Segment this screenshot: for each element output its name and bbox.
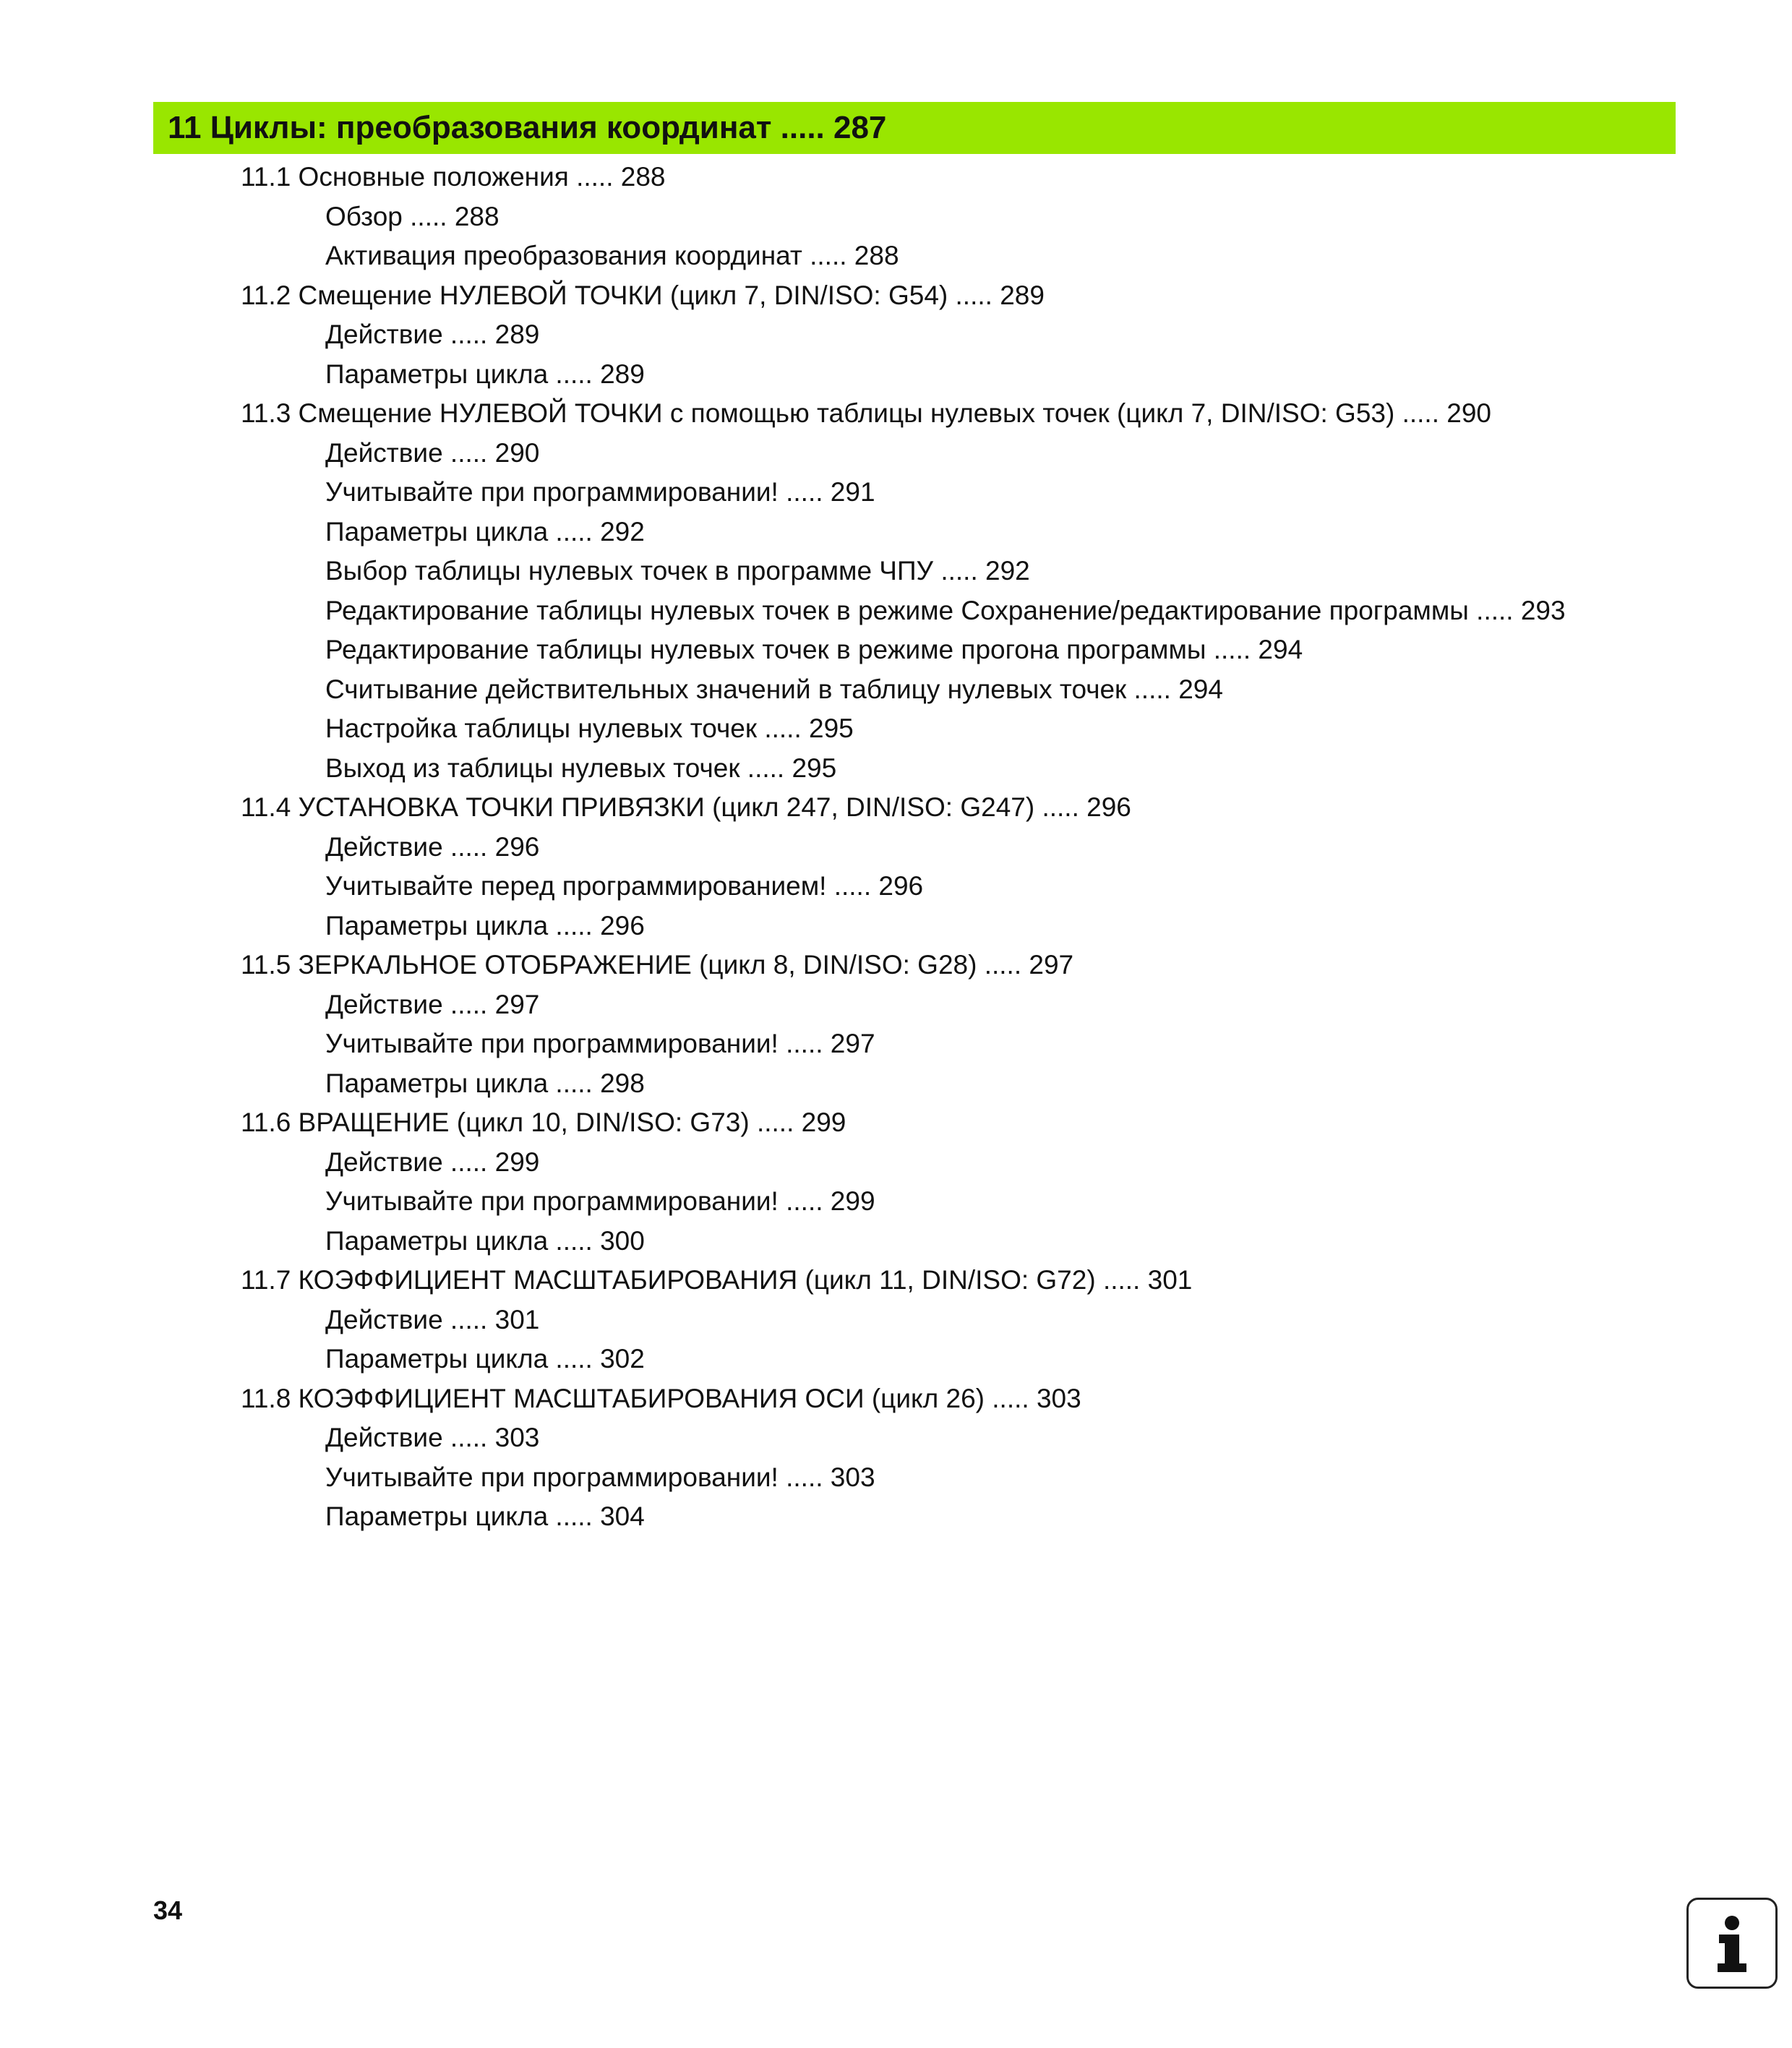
toc-subsection-entry[interactable]: Действие ..... 296 <box>325 831 540 862</box>
toc-section-entry[interactable]: 11.7 КОЭФФИЦИЕНТ МАСШТАБИРОВАНИЯ (цикл 11, DIN/ISO: G72) ..... 301 <box>241 1265 1193 1295</box>
toc-subsection-entry[interactable]: Учитывайте при программировании! ..... 299 <box>325 1186 875 1216</box>
toc-subsection-entry[interactable]: Редактирование таблицы нулевых точек в режиме прогона программы ..... 294 <box>325 635 1303 664</box>
toc-subsection-entry[interactable]: Обзор ..... 288 <box>325 201 500 231</box>
toc-subsection-entry[interactable]: Действие ..... 301 <box>325 1304 540 1334</box>
info-icon <box>1686 1898 1778 1989</box>
toc-subsection-entry[interactable]: Параметры цикла ..... 298 <box>325 1068 645 1098</box>
info-glyph <box>1696 1907 1768 1979</box>
toc-section-entry[interactable]: 11.4 УСТАНОВКА ТОЧКИ ПРИВЯЗКИ (цикл 247, DIN/ISO: G247) ..... 296 <box>241 792 1131 822</box>
toc-subsection-entry[interactable]: Параметры цикла ..... 292 <box>325 516 645 547</box>
toc-section-entry[interactable]: 11.2 Смещение НУЛЕВОЙ ТОЧКИ (цикл 7, DIN/ISO: G54) ..... 289 <box>241 280 1045 310</box>
toc-section-entry[interactable]: 11.8 КОЭФФИЦИЕНТ МАСШТАБИРОВАНИЯ ОСИ (цикл 26) ..... 303 <box>241 1383 1081 1413</box>
table-of-contents <box>0 158 1792 1537</box>
chapter-title: 11 Циклы: преобразования координат ..... 287 <box>168 110 887 145</box>
page-number: 34 <box>153 1895 183 1925</box>
toc-subsection-entry[interactable]: Действие ..... 290 <box>325 437 540 468</box>
toc-subsection-entry[interactable]: Считывание действительных значений в таблицу нулевых точек ..... 294 <box>325 674 1223 704</box>
toc-section-entry[interactable]: 11.6 ВРАЩЕНИЕ (цикл 10, DIN/ISO: G73) ..... 299 <box>241 1107 846 1137</box>
toc-subsection-entry[interactable]: Учитывайте при программировании! ..... 291 <box>325 477 875 507</box>
chapter-header <box>153 102 1676 154</box>
toc-subsection-entry[interactable]: Параметры цикла ..... 289 <box>325 359 645 389</box>
toc-subsection-entry[interactable]: Параметры цикла ..... 296 <box>325 910 645 941</box>
toc-subsection-entry[interactable]: Параметры цикла ..... 304 <box>325 1501 645 1531</box>
toc-subsection-entry[interactable]: Параметры цикла ..... 300 <box>325 1225 645 1256</box>
toc-subsection-entry[interactable]: Редактирование таблицы нулевых точек в режиме Сохранение/редактирование программы ..... 293 <box>325 595 1566 625</box>
toc-subsection-entry[interactable]: Учитывайте перед программированием! ..... 296 <box>325 871 924 901</box>
toc-section-entry[interactable]: 11.3 Смещение НУЛЕВОЙ ТОЧКИ с помощью таблицы нулевых точек (цикл 7, DIN/ISO: G53) ..... 290 <box>241 398 1491 428</box>
toc-subsection-entry[interactable]: Учитывайте при программировании! ..... 303 <box>325 1462 875 1492</box>
toc-subsection-entry[interactable]: Настройка таблицы нулевых точек ..... 295 <box>325 714 854 743</box>
toc-subsection-entry[interactable]: Выбор таблицы нулевых точек в программе ЧПУ ..... 292 <box>325 556 1030 586</box>
toc-subsection-entry[interactable]: Действие ..... 303 <box>325 1423 540 1452</box>
toc-subsection-entry[interactable]: Учитывайте при программировании! ..... 297 <box>325 1029 875 1058</box>
toc-section-entry[interactable]: 11.5 ЗЕРКАЛЬНОЕ ОТОБРАЖЕНИЕ (цикл 8, DIN/ISO: G28) ..... 297 <box>241 950 1074 980</box>
toc-subsection-entry[interactable]: Действие ..... 289 <box>325 320 540 349</box>
toc-subsection-entry[interactable]: Активация преобразования координат ..... 288 <box>325 241 899 270</box>
toc-subsection-entry[interactable]: Выход из таблицы нулевых точек ..... 295 <box>325 753 837 783</box>
toc-section-entry[interactable]: 11.1 Основные положения ..... 288 <box>241 162 666 192</box>
toc-subsection-entry[interactable]: Параметры цикла ..... 302 <box>325 1344 645 1374</box>
toc-subsection-entry[interactable]: Действие ..... 297 <box>325 989 540 1019</box>
toc-subsection-entry[interactable]: Действие ..... 299 <box>325 1147 540 1177</box>
